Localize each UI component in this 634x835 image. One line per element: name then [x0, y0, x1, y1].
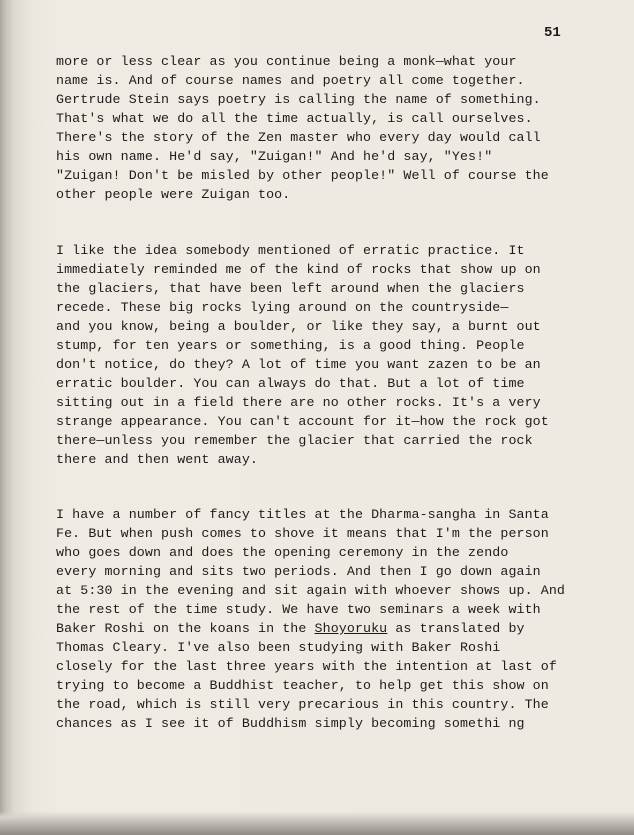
text-segment: as translated by: [387, 621, 525, 636]
text-line: erratic boulder. You can always do that. But a lot of time: [56, 376, 525, 391]
text-line: chances as I see it of Buddhism simply becoming somethi ng: [56, 716, 525, 731]
text-line: strange appearance. You can't account for it—how the rock got: [56, 414, 549, 429]
text-line: I have a number of fancy titles at the Dharma-sangha in Santa: [56, 507, 549, 522]
text-line: every morning and sits two periods. And then I go down again: [56, 564, 541, 579]
paragraph-3: [56, 505, 606, 733]
text-line: the glaciers, that have been left around when the glaciers: [56, 281, 525, 296]
text-line: Thomas Cleary. I've also been studying with Baker Roshi: [56, 640, 501, 655]
text-line: Fe. But when push comes to shove it means that I'm the person: [56, 526, 549, 541]
text-line: [56, 619, 606, 638]
text-line: sitting out in a field there are no other rocks. It's a very: [56, 395, 541, 410]
text-line: the rest of the time study. We have two seminars a week with: [56, 602, 541, 617]
text-line: more or less clear as you continue being a monk—what your: [56, 54, 517, 69]
text-line: and you know, being a boulder, or like they say, a burnt out: [56, 319, 541, 334]
book-title: Shoyoruku: [314, 621, 388, 636]
text-line: stump, for ten years or something, is a good thing. People: [56, 338, 525, 353]
text-line: there and then went away.: [56, 452, 258, 467]
text-line: That's what we do all the time actually, is call ourselves.: [56, 111, 533, 126]
text-line: I like the idea somebody mentioned of erratic practice. It: [56, 243, 525, 258]
paragraph-2: [56, 241, 606, 469]
text-line: there—unless you remember the glacier that carried the rock: [56, 433, 533, 448]
text-line: Gertrude Stein says poetry is calling the name of something.: [56, 92, 541, 107]
text-line: closely for the last three years with the intention at last of: [56, 659, 557, 674]
text-line: other people were Zuigan too.: [56, 187, 291, 202]
text-line: the road, which is still very precarious in this country. The: [56, 697, 549, 712]
binding-shadow: [0, 0, 14, 835]
paragraph-1: [56, 52, 606, 204]
text-line: "Zuigan! Don't be misled by other people!" Well of course the: [56, 168, 549, 183]
text-line: name is. And of course names and poetry all come together.: [56, 73, 525, 88]
page-number: 51: [544, 25, 561, 41]
text-segment: Baker Roshi on the koans in the: [56, 621, 315, 636]
text-line: immediately reminded me of the kind of rocks that show up on: [56, 262, 541, 277]
text-line: who goes down and does the opening ceremony in the zendo: [56, 545, 509, 560]
page-bottom-edge: [0, 811, 634, 835]
text-line: recede. These big rocks lying around on the countryside—: [56, 300, 509, 315]
text-line: don't notice, do they? A lot of time you want zazen to be an: [56, 357, 541, 372]
text-line: There's the story of the Zen master who every day would call: [56, 130, 541, 145]
text-line: trying to become a Buddhist teacher, to help get this show on: [56, 678, 549, 693]
text-line: at 5:30 in the evening and sit again with whoever shows up. And: [56, 583, 566, 598]
text-line: his own name. He'd say, "Zuigan!" And he'd say, "Yes!": [56, 149, 493, 164]
